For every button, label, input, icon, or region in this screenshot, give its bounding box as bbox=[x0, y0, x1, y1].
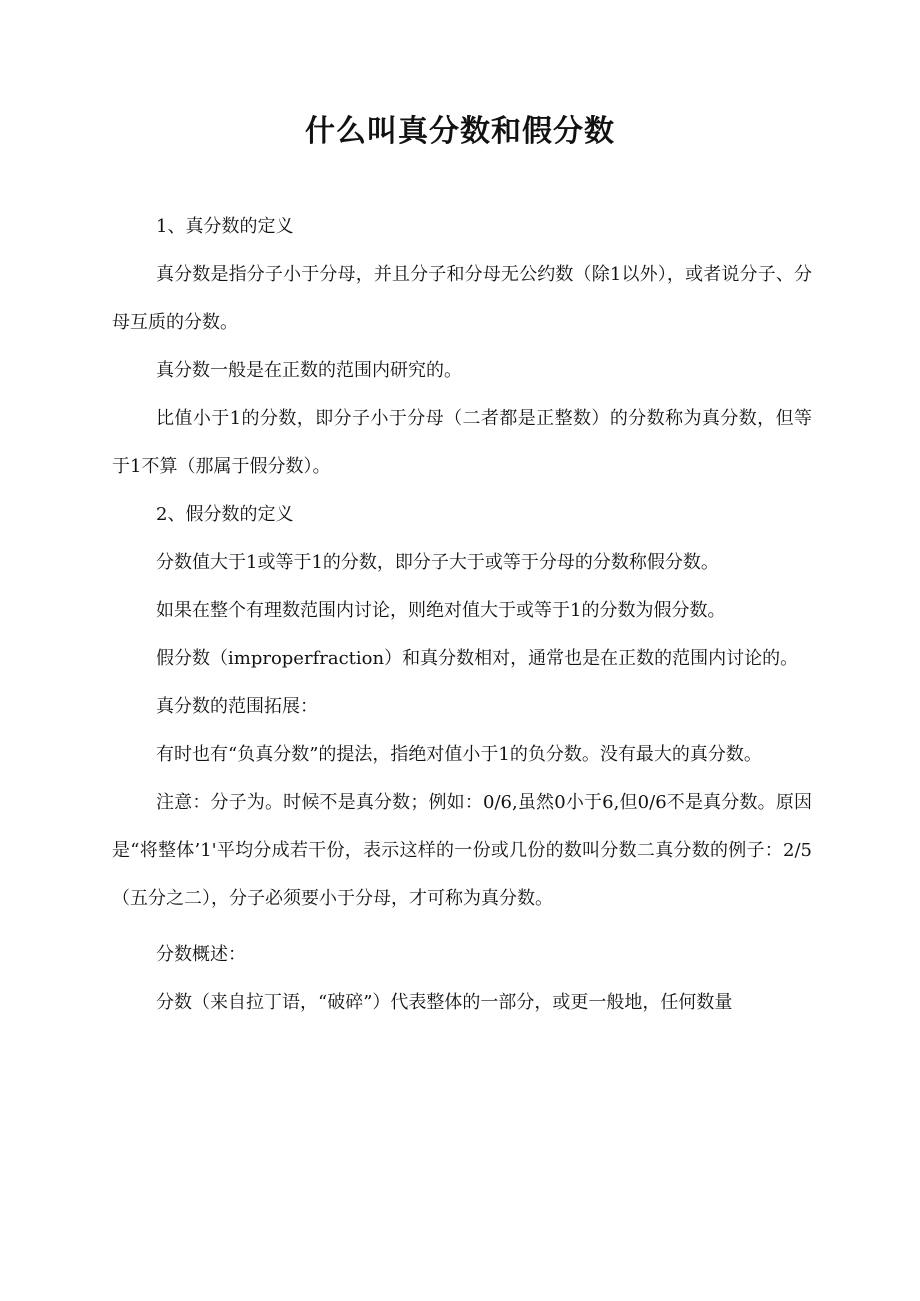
section-heading-improper-fraction: 2、假分数的定义 bbox=[156, 504, 294, 525]
paragraph: 有时也有“负真分数”的提法，指绝对值小于1的负分数。没有最大的真分数。 bbox=[156, 744, 762, 765]
paragraph: 真分数是指分子小于分母，并且分子和分母无公约数（除1以外），或者说分子、分母互质的分数。 bbox=[112, 264, 812, 333]
paragraph: 假分数（improperfraction）和真分数相对，通常也是在正数的范围内讨论的。 bbox=[156, 648, 799, 669]
paragraph: 如果在整个有理数范围内讨论，则绝对值大于或等于1的分数为假分数。 bbox=[156, 600, 726, 621]
page-title: 什么叫真分数和假分数 bbox=[305, 114, 615, 149]
paragraph: 分数（来自拉丁语，“破碎”）代表整体的一部分，或更一般地，任何数量 bbox=[156, 992, 733, 1013]
paragraph: 分数值大于1或等于1的分数，即分子大于或等于分母的分数称假分数。 bbox=[156, 552, 719, 573]
section-heading-fraction-overview: 分数概述： bbox=[156, 944, 246, 965]
paragraph: 真分数的范围拓展： bbox=[156, 696, 318, 717]
paragraph: 注意：分子为。时候不是真分数；例如：0/6,虽然0小于6,但0/6不是真分数。原因是“将整体’1'平均分成若干份，表示这样的一份或几份的数叫分数二真分数的例子：2/5（五分之二），分子必须要小于分母，才可称为真分数。 bbox=[112, 792, 812, 909]
section-heading-proper-fraction: 1、真分数的定义 bbox=[156, 216, 294, 237]
paragraph: 比值小于1的分数，即分子小于分母（二者都是正整数）的分数称为真分数，但等于1不算（那属于假分数）。 bbox=[112, 408, 812, 477]
document-body bbox=[112, 203, 812, 1027]
paragraph: 真分数一般是在正数的范围内研究的。 bbox=[156, 360, 462, 381]
